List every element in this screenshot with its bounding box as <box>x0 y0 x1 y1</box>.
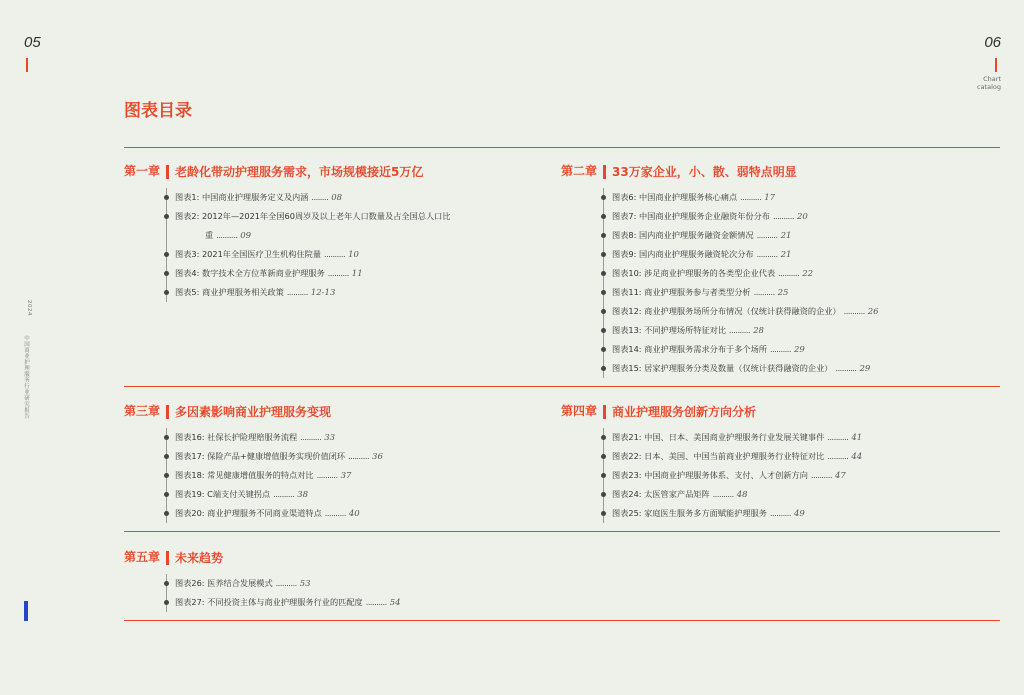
chapter-title: 老龄化带动护理服务需求，市场规模接近5万亿 <box>175 165 424 179</box>
list-item[interactable]: 图表26: 医养结合发展模式 .......... 53 <box>167 574 401 593</box>
divider-lower <box>124 531 1000 532</box>
chart-list <box>166 188 451 302</box>
chapter-label: 第五章 <box>124 550 161 564</box>
chapter-label: 第二章 <box>561 164 598 178</box>
page-number-left: 05 <box>24 34 41 51</box>
divider-middle <box>124 386 1000 387</box>
chapter-label: 第一章 <box>124 164 161 178</box>
chapter-label: 第四章 <box>561 404 598 418</box>
chart-list <box>166 574 401 612</box>
list-item[interactable]: 图表9: 国内商业护理服务融资轮次分布 .......... 21 <box>604 245 879 264</box>
chart-label-line2: catalog <box>977 83 1001 91</box>
list-item[interactable]: 图表3: 2021年全国医疗卫生机构住院量 .......... 10 <box>167 245 451 264</box>
chapter-marker <box>166 165 169 179</box>
divider-top <box>124 147 1000 148</box>
list-item[interactable]: 图表4: 数字技术全方位革新商业护理服务 .......... 11 <box>167 264 451 283</box>
list-item[interactable]: 图表15: 居家护理服务分类及数量（仅统计获得融资的企业） .......... 29 <box>604 359 879 378</box>
list-item[interactable]: 图表12: 商业护理服务场所分布情况（仅统计获得融资的企业） .......... 26 <box>604 302 879 321</box>
side-report-title: 中国商业护理服务行业研究报告 <box>23 335 29 419</box>
list-item[interactable]: 图表1: 中国商业护理服务定义及内涵 ........ 08 <box>167 188 451 207</box>
list-item[interactable]: 图表25: 家庭医生服务多方面赋能护理服务 .......... 49 <box>604 504 862 523</box>
chapter-marker <box>603 165 606 179</box>
chapter-title: 商业护理服务创新方向分析 <box>612 405 757 419</box>
list-item[interactable]: 图表19: C端支付关键拐点 .......... 38 <box>167 485 383 504</box>
list-item[interactable]: 图表18: 常见健康增值服务的特点对比 .......... 37 <box>167 466 383 485</box>
chart-catalog-label <box>977 75 1001 91</box>
chapter-marker <box>603 405 606 419</box>
chapter-title: 未来趋势 <box>175 551 224 565</box>
chapter-marker <box>166 405 169 419</box>
chart-label-line1: Chart <box>983 75 1001 83</box>
chapter-marker <box>166 551 169 565</box>
page-title: 图表目录 <box>124 101 192 121</box>
list-item[interactable]: 图表2: 2012年—2021年全国60周岁及以上老年人口数量及占全国总人口比 <box>167 207 451 226</box>
chapter-label: 第三章 <box>124 404 161 418</box>
list-item[interactable]: 图表10: 涉足商业护理服务的各类型企业代表 .......... 22 <box>604 264 879 283</box>
list-item[interactable]: 图表6: 中国商业护理服务核心痛点 .......... 17 <box>604 188 879 207</box>
page-number-right: 06 <box>984 34 1001 51</box>
chart-list <box>603 188 879 378</box>
chart-list <box>603 428 862 523</box>
divider-bottom <box>124 620 1000 621</box>
list-item[interactable]: 图表16: 社保长护险理赔服务流程 .......... 33 <box>167 428 383 447</box>
list-item[interactable]: 图表20: 商业护理服务不同商业渠道特点 .......... 40 <box>167 504 383 523</box>
list-item[interactable]: 图表24: 太医管家产品矩阵 .......... 48 <box>604 485 862 504</box>
list-item[interactable]: 图表11: 商业护理服务参与者类型分析 .......... 25 <box>604 283 879 302</box>
list-item[interactable]: 图表14: 商业护理服务需求分布于多个场所 .......... 29 <box>604 340 879 359</box>
chart-list <box>166 428 383 523</box>
list-item[interactable]: 图表13: 不同护理场所特征对比 .......... 28 <box>604 321 879 340</box>
list-item[interactable]: 图表23: 中国商业护理服务体系、支付、人才创新方向 .......... 47 <box>604 466 862 485</box>
list-item[interactable]: 图表7: 中国商业护理服务企业融资年份分布 .......... 20 <box>604 207 879 226</box>
list-item[interactable]: 图表22: 日本、美国、中国当前商业护理服务行业特征对比 .......... 44 <box>604 447 862 466</box>
side-year: 2024 <box>26 300 32 316</box>
accent-tick-right <box>995 58 997 72</box>
chapter-title: 多因素影响商业护理服务变现 <box>175 405 332 419</box>
list-item[interactable]: 图表5: 商业护理服务相关政策 .......... 12-13 <box>167 283 451 302</box>
list-item[interactable]: 图表27: 不同投资主体与商业护理服务行业的匹配度 .......... 54 <box>167 593 401 612</box>
chapter-title: 33万家企业，小、散、弱特点明显 <box>612 165 797 179</box>
blue-marker <box>24 601 28 621</box>
list-item-continuation[interactable]: 重 .......... 09 <box>205 230 252 241</box>
list-item[interactable]: 图表17: 保险产品+健康增值服务实现价值闭环 .......... 36 <box>167 447 383 466</box>
list-item[interactable]: 图表8: 国内商业护理服务融资金额情况 .......... 21 <box>604 226 879 245</box>
accent-tick-left <box>26 58 28 72</box>
list-item[interactable]: 图表21: 中国、日本、美国商业护理服务行业发展关键事件 .......... 41 <box>604 428 862 447</box>
